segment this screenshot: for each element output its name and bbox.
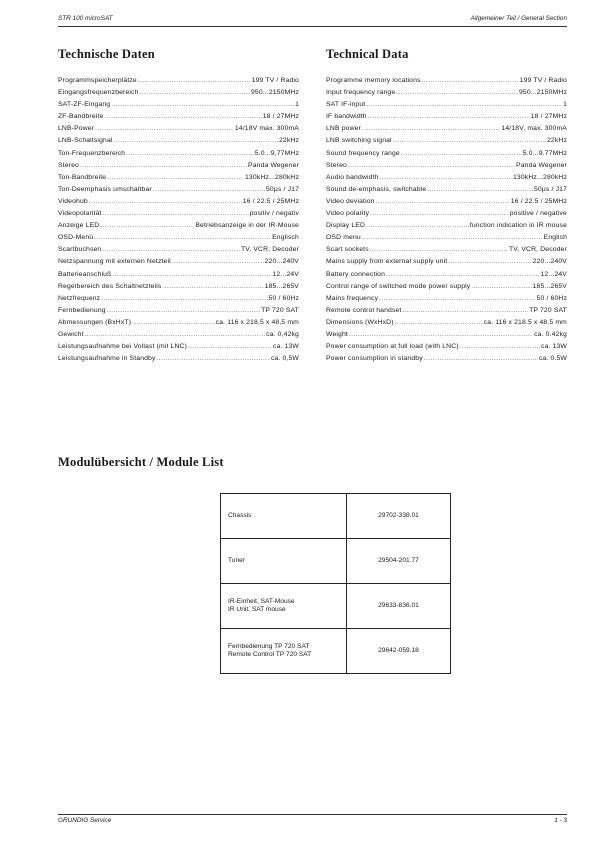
dot-leader bbox=[402, 305, 528, 317]
dot-leader bbox=[422, 75, 519, 87]
spec-label: Programme memory locations bbox=[326, 77, 421, 84]
spec-row bbox=[58, 305, 299, 317]
spec-row bbox=[58, 281, 299, 293]
spec-row bbox=[58, 208, 299, 220]
spec-value: 12...24V bbox=[272, 270, 299, 278]
dot-leader bbox=[102, 244, 240, 256]
spec-label: Control range of switched mode power supply bbox=[326, 282, 471, 290]
dot-leader bbox=[162, 281, 263, 293]
spec-label: IF bandwidth bbox=[326, 113, 367, 121]
module-name-line: Fernbedienung TP 720 SAT bbox=[228, 643, 310, 650]
spec-row bbox=[58, 184, 299, 196]
spec-value: 5.0...9,77MHz bbox=[254, 149, 299, 157]
spec-row bbox=[326, 293, 567, 305]
spec-label: Video polarity bbox=[326, 210, 370, 218]
spec-row bbox=[326, 75, 567, 87]
dot-leader bbox=[172, 256, 264, 268]
spec-label: ZF-Bandbreite bbox=[58, 113, 104, 121]
spec-label: Gewicht bbox=[58, 330, 84, 338]
spec-value: 130kHz...280kHz bbox=[244, 173, 299, 181]
dot-leader bbox=[376, 196, 510, 208]
spec-row bbox=[58, 256, 299, 268]
header-model: STR 100 microSAT bbox=[58, 15, 113, 22]
spec-label: Netzfrequenz bbox=[58, 294, 101, 302]
spec-value: ca. 0.42kg bbox=[534, 330, 567, 338]
dot-leader bbox=[107, 305, 260, 317]
dot-leader bbox=[424, 353, 538, 365]
spec-row bbox=[58, 269, 299, 281]
spec-label: Video deviation bbox=[326, 197, 375, 205]
spec-label: Stereo bbox=[58, 161, 79, 169]
footer-brand: GRUNDIG Service bbox=[58, 817, 112, 824]
dot-leader bbox=[100, 220, 194, 232]
spec-row bbox=[58, 244, 299, 256]
spec-label: Eingangsfrequenzbereich bbox=[58, 89, 139, 97]
spec-value: TV, VCR, Decoder bbox=[240, 246, 299, 254]
spec-row bbox=[58, 353, 299, 365]
dot-leader bbox=[427, 184, 533, 196]
spec-value: Panda Wegener bbox=[516, 161, 567, 169]
spec-value: positive / negative bbox=[509, 210, 567, 218]
english-spec-list bbox=[326, 75, 567, 365]
module-row bbox=[221, 629, 451, 674]
spec-value: 1 bbox=[563, 101, 567, 109]
spec-value: 50µs / J17 bbox=[534, 185, 567, 193]
spec-label: Regelbereich des Schaltnetzteils bbox=[58, 282, 162, 290]
dot-leader bbox=[370, 244, 508, 256]
spec-value: 16 / 22.5 / 25MHz bbox=[242, 197, 299, 205]
spec-label: Dimensions (WxHxD) bbox=[326, 318, 394, 326]
spec-value: 199 TV / Radio bbox=[251, 77, 299, 84]
module-part-number: 29642-059.18 bbox=[347, 629, 451, 674]
spec-label: Videopolarität bbox=[58, 210, 102, 218]
spec-value: Englisch bbox=[272, 234, 299, 242]
dot-leader bbox=[114, 135, 278, 147]
german-section-title: Technische Daten bbox=[58, 47, 155, 61]
spec-label: Mains supply from external supply unit bbox=[326, 258, 448, 266]
spec-label: Videohub bbox=[58, 197, 88, 205]
module-name-line: IR Unit, SAT mouse bbox=[228, 606, 286, 613]
module-table bbox=[220, 493, 451, 674]
spec-row bbox=[326, 196, 567, 208]
spec-value: 185...265V bbox=[264, 282, 299, 290]
spec-row bbox=[58, 160, 299, 172]
spec-label: Leistungsaufnahme bei Vollast (mit LNC) bbox=[58, 343, 188, 351]
spec-row bbox=[326, 232, 567, 244]
spec-row bbox=[326, 305, 567, 317]
dot-leader bbox=[366, 99, 562, 111]
spec-value: 22kHz bbox=[546, 137, 567, 145]
module-part-number: 29504-201.77 bbox=[347, 539, 451, 584]
spec-row bbox=[58, 111, 299, 123]
spec-row bbox=[326, 99, 567, 111]
page-number: 1 - 3 bbox=[554, 817, 567, 824]
spec-row bbox=[58, 220, 299, 232]
spec-row bbox=[326, 281, 567, 293]
dot-leader bbox=[362, 232, 543, 244]
spec-label: Programmspeicherplätze bbox=[58, 77, 137, 84]
spec-value: 199 TV / Radio bbox=[519, 77, 567, 84]
dot-leader bbox=[395, 317, 483, 329]
spec-row bbox=[326, 329, 567, 341]
spec-row bbox=[326, 341, 567, 353]
spec-value: 12...24V bbox=[540, 270, 567, 278]
spec-row bbox=[326, 269, 567, 281]
dot-leader bbox=[111, 99, 294, 111]
dot-leader bbox=[126, 148, 254, 160]
module-part-number: 29702-338.01 bbox=[347, 494, 451, 539]
spec-row bbox=[326, 123, 567, 135]
dot-leader bbox=[95, 123, 234, 135]
spec-label: Sound de-emphasis, switchable bbox=[326, 185, 427, 193]
english-section-title: Technical Data bbox=[326, 47, 409, 61]
dot-leader bbox=[157, 353, 270, 365]
spec-row bbox=[326, 256, 567, 268]
spec-row bbox=[58, 75, 299, 87]
dot-leader bbox=[348, 160, 515, 172]
spec-label: Fernbedienung bbox=[58, 306, 106, 314]
dot-leader bbox=[396, 87, 518, 99]
module-name bbox=[221, 494, 347, 539]
spec-row bbox=[58, 148, 299, 160]
spec-label: Batterieanschluß bbox=[58, 270, 112, 278]
dot-leader bbox=[370, 208, 509, 220]
spec-value: 220...240V bbox=[264, 258, 299, 266]
spec-row bbox=[326, 87, 567, 99]
module-name bbox=[221, 584, 347, 629]
module-row bbox=[221, 584, 451, 629]
dot-leader bbox=[94, 232, 271, 244]
dot-leader bbox=[379, 293, 535, 305]
spec-row bbox=[326, 208, 567, 220]
spec-label: Netzspannung mit externen Netzteil bbox=[58, 258, 171, 266]
module-name-line: Chassis bbox=[228, 512, 252, 519]
spec-value: 185...265V bbox=[532, 282, 567, 290]
spec-value: 950...2150MHz bbox=[250, 89, 299, 97]
dot-leader bbox=[104, 111, 261, 123]
spec-row bbox=[58, 317, 299, 329]
spec-value: 130kHz...280kHz bbox=[512, 173, 567, 181]
spec-label: Weight bbox=[326, 330, 348, 338]
spec-row bbox=[58, 293, 299, 305]
spec-label: LNB-Schaltsignal bbox=[58, 137, 113, 145]
module-row bbox=[221, 539, 451, 584]
spec-value: ca. 116 x 218,5 x 48,5 mm bbox=[215, 318, 299, 326]
spec-label: Sound frequency range bbox=[326, 149, 400, 157]
dot-leader bbox=[107, 172, 244, 184]
spec-label: Scartbuchsen bbox=[58, 246, 102, 254]
dot-leader bbox=[448, 256, 531, 268]
spec-value: 50µs / J17 bbox=[266, 185, 299, 193]
dot-leader bbox=[132, 317, 215, 329]
spec-label: Audio bandwidth bbox=[326, 173, 379, 181]
module-name bbox=[221, 629, 347, 674]
spec-value: ca. 0,42kg bbox=[266, 330, 299, 338]
spec-row bbox=[58, 123, 299, 135]
spec-row bbox=[326, 244, 567, 256]
spec-value: ca. 0.5W bbox=[538, 355, 567, 363]
dot-leader bbox=[393, 135, 546, 147]
dot-leader bbox=[362, 123, 500, 135]
spec-label: SAT-ZF-Eingang bbox=[58, 101, 111, 109]
spec-label: Remote control handset bbox=[326, 306, 402, 314]
spec-value: English bbox=[543, 234, 567, 242]
spec-value: 5.0...9.77MHz bbox=[522, 149, 567, 157]
dot-leader bbox=[349, 329, 533, 341]
spec-value: 14/18V, max. 300mA bbox=[501, 125, 567, 133]
module-name bbox=[221, 539, 347, 584]
module-name-line: Tuner bbox=[228, 557, 245, 564]
spec-value: 50 / 60Hz bbox=[536, 294, 567, 302]
spec-label: Input frequency range bbox=[326, 89, 396, 97]
spec-row bbox=[58, 341, 299, 353]
spec-value: ca. 13W bbox=[273, 343, 299, 351]
module-row bbox=[221, 494, 451, 539]
spec-label: Anzeige LED bbox=[58, 222, 100, 230]
spec-label: Scart sockets bbox=[326, 246, 369, 254]
spec-label: LNB-Power bbox=[58, 125, 95, 133]
spec-value: 22kHz bbox=[278, 137, 299, 145]
spec-row bbox=[58, 232, 299, 244]
dot-leader bbox=[380, 172, 512, 184]
spec-value: function indication in IR mouse bbox=[469, 222, 567, 230]
spec-label: Ton-Frequenzbereich bbox=[58, 149, 126, 157]
spec-label: LNB power bbox=[326, 125, 361, 133]
spec-label: OSD-Menü bbox=[58, 234, 94, 242]
spec-row bbox=[326, 353, 567, 365]
spec-label: Display LED bbox=[326, 222, 366, 230]
spec-value: TP 720 SAT bbox=[261, 306, 299, 314]
spec-label: Ton-Bandbreite bbox=[58, 173, 107, 181]
spec-value: 18 / 27MHz bbox=[530, 113, 567, 121]
dot-leader bbox=[112, 269, 271, 281]
spec-value: Betriebsanzeige in der IR-Mouse bbox=[195, 222, 299, 230]
dot-leader bbox=[140, 87, 250, 99]
dot-leader bbox=[368, 111, 530, 123]
spec-row bbox=[326, 317, 567, 329]
dot-leader bbox=[80, 160, 247, 172]
spec-label: Power consumption at full load (with LNC) bbox=[326, 343, 459, 351]
spec-row bbox=[58, 172, 299, 184]
spec-value: 950...2150MHz bbox=[518, 89, 567, 97]
spec-row bbox=[326, 184, 567, 196]
spec-label: Abmessungen (BxHxT) bbox=[58, 318, 132, 326]
spec-row bbox=[58, 329, 299, 341]
spec-row bbox=[326, 148, 567, 160]
module-part-number: 29633-836.01 bbox=[347, 584, 451, 629]
header-rule bbox=[58, 26, 567, 27]
spec-value: 14/18V max. 300mA bbox=[234, 125, 299, 133]
spec-row bbox=[58, 196, 299, 208]
spec-label: Power consumption in standby bbox=[326, 355, 423, 363]
spec-value: TP 720 SAT bbox=[529, 306, 567, 314]
dot-leader bbox=[471, 281, 531, 293]
spec-value: positiv / negativ bbox=[249, 210, 299, 218]
dot-leader bbox=[153, 184, 265, 196]
dot-leader bbox=[138, 75, 251, 87]
spec-value: 1 bbox=[295, 101, 299, 109]
german-spec-list bbox=[58, 75, 299, 365]
spec-row bbox=[326, 111, 567, 123]
spec-row bbox=[58, 99, 299, 111]
spec-label: Battery connection bbox=[326, 270, 385, 278]
spec-label: Stereo bbox=[326, 161, 347, 169]
spec-row bbox=[326, 160, 567, 172]
dot-leader bbox=[460, 341, 540, 353]
spec-row bbox=[58, 87, 299, 99]
dot-leader bbox=[386, 269, 539, 281]
spec-value: 18 / 27MHz bbox=[262, 113, 299, 121]
dot-leader bbox=[188, 341, 272, 353]
spec-label: Ton-Deemphasis umschaltbar bbox=[58, 185, 152, 193]
spec-label: Leistungsaufnahme in Standby bbox=[58, 355, 156, 363]
spec-value: 220...240V bbox=[532, 258, 567, 266]
dot-leader bbox=[401, 148, 522, 160]
spec-value: Panda Wegener bbox=[248, 161, 299, 169]
module-list-title: Modulübersicht / Module List bbox=[58, 455, 224, 469]
spec-label: OSD menu bbox=[326, 234, 361, 242]
dot-leader bbox=[89, 196, 242, 208]
dot-leader bbox=[366, 220, 469, 232]
spec-row bbox=[326, 172, 567, 184]
spec-value: ca. 116 x 218.5 x 48.5 mm bbox=[483, 318, 567, 326]
spec-row bbox=[326, 220, 567, 232]
dot-leader bbox=[103, 208, 249, 220]
spec-label: LNB switching signal bbox=[326, 137, 392, 145]
dot-leader bbox=[101, 293, 267, 305]
spec-label: Mains frequency bbox=[326, 294, 379, 302]
module-name-line: IR-Einheit, SAT-Mouse bbox=[228, 598, 295, 605]
module-name-line: Remote Control TP 720 SAT bbox=[228, 651, 312, 658]
spec-value: 16 / 22.5 / 25MHz bbox=[510, 197, 567, 205]
dot-leader bbox=[85, 329, 266, 341]
spec-row bbox=[58, 135, 299, 147]
spec-value: ca. 13W bbox=[541, 343, 567, 351]
spec-value: ca. 0,5W bbox=[270, 355, 299, 363]
header-section: Allgemeiner Teil / General Section bbox=[470, 15, 567, 22]
footer-rule bbox=[58, 814, 567, 815]
spec-label: SAT IF-input bbox=[326, 101, 366, 109]
spec-value: TV, VCR, Decoder bbox=[508, 246, 567, 254]
spec-row bbox=[326, 135, 567, 147]
spec-value: 50 / 60Hz bbox=[268, 294, 299, 302]
